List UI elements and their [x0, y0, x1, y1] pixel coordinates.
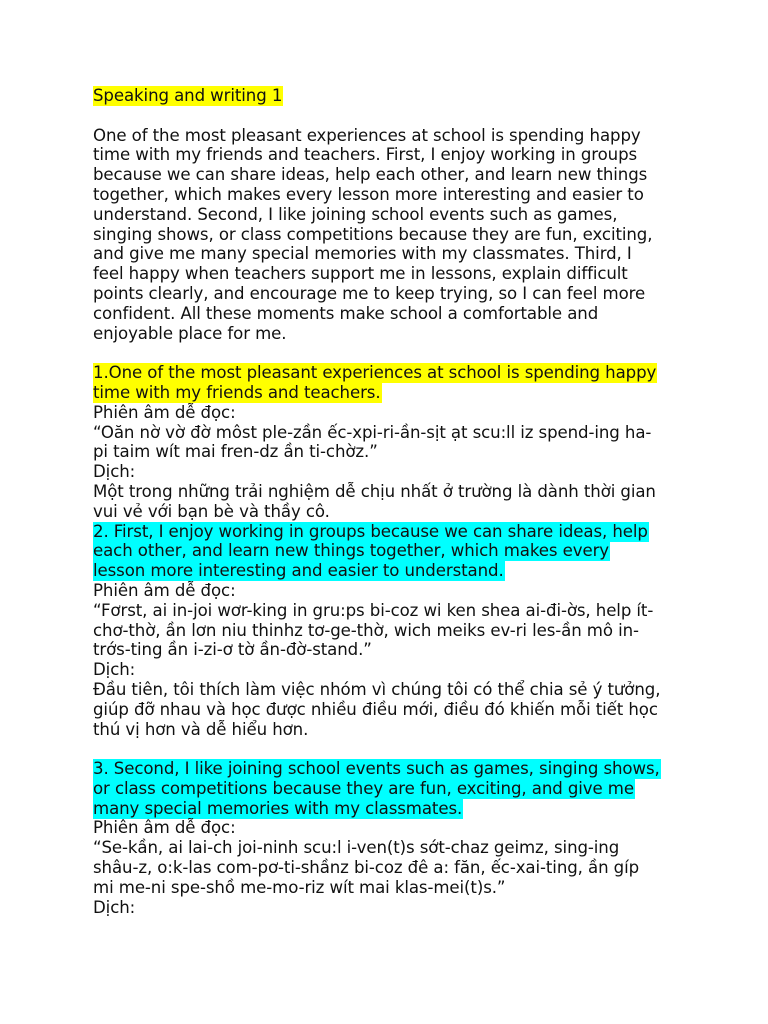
translation-label: Dịch:: [93, 897, 136, 917]
intro-line: together, which makes every lesson more interesting and easier to: [93, 184, 644, 204]
title-highlight: Speaking and writing 1: [93, 86, 283, 105]
document-page: [93, 86, 693, 917]
intro-line: confident. All these moments make school a comfortable and: [93, 303, 599, 323]
intro-line: singing shows, or class competitions because they are fun, exciting,: [93, 224, 653, 244]
intro-line: enjoyable place for me.: [93, 323, 287, 343]
sentence-highlight: or class competitions because they are fun, exciting, and give me: [93, 778, 634, 798]
intro-line: One of the most pleasant experiences at school is spending happy: [93, 125, 641, 145]
pronunciation-line: pi taim wít mai fren-dz ần ti-chờz.”: [93, 442, 378, 462]
pronunciation-line: shâu-z, o:k-las com-pơ-ti-shầnz bi-coz đê a: făn, ếc-xai-ting, ần gíp: [93, 858, 640, 878]
section-2: [93, 522, 693, 740]
translation-line: giúp đỡ nhau và học được nhiều điều mới, điều đó khiến mỗi tiết học: [93, 699, 658, 719]
translation-line: vui vẻ với bạn bè và thầy cô.: [93, 501, 330, 521]
sentence-highlight: 2. First, I enjoy working in groups because we can share ideas, help: [93, 521, 648, 541]
pronunciation-line: “Fơrst, ai in-joi wơr-king in gru:ps bi-coz wi ken shea ai-đi-ờs, help ít-: [93, 600, 654, 620]
pronunciation-line: trớs-ting ần i-zi-ơ tờ ần-đờ-stand.”: [93, 640, 372, 660]
intro-line: understand. Second, I like joining school events such as games,: [93, 204, 618, 224]
pronunciation-label: Phiên âm dễ đọc:: [93, 818, 236, 838]
spacer: [93, 739, 693, 759]
translation-line: Đầu tiên, tôi thích làm việc nhóm vì chúng tôi có thể chia sẻ ý tưởng,: [93, 679, 661, 699]
sentence-highlight: many special memories with my classmates.: [93, 798, 463, 818]
sentence-highlight: lesson more interesting and easier to understand.: [93, 561, 504, 581]
section-sentence-line: [93, 779, 693, 799]
section-1: [93, 363, 693, 521]
sentence-highlight: 1.One of the most pleasant experiences at school is spending happy: [93, 363, 657, 383]
intro-line: time with my friends and teachers. First, I enjoy working in groups: [93, 145, 638, 165]
sentence-highlight: each other, and learn new things together, which makes every: [93, 541, 610, 561]
intro-line: and give me many special memories with my classmates. Third, I: [93, 244, 632, 264]
pronunciation-line: mi me-ni spe-shồ me-mo-riz wít mai klas-mei(t)s.”: [93, 877, 506, 897]
sentence-highlight: 3. Second, I like joining school events such as games, singing shows,: [93, 759, 660, 779]
section-sentence-line: [93, 541, 693, 561]
section-3: [93, 759, 693, 917]
pronunciation-line: chơ-thờ, ần lơn niu thinhz tơ-ge-thờ, wich meiks ev-ri les-ần mô in-: [93, 620, 639, 640]
intro-line: feel happy when teachers support me in lessons, explain difficult: [93, 264, 628, 284]
section-sentence-line: [93, 363, 693, 383]
translation-label: Dịch:: [93, 462, 136, 482]
section-sentence-line: [93, 561, 693, 581]
pronunciation-label: Phiên âm dễ đọc:: [93, 580, 236, 600]
sentence-highlight: time with my friends and teachers.: [93, 382, 381, 402]
intro-line: points clearly, and encourage me to keep trying, so I can feel more: [93, 283, 646, 303]
intro-paragraph: [93, 126, 693, 344]
section-sentence-line: [93, 522, 693, 542]
translation-label: Dịch:: [93, 660, 136, 680]
translation-line: Một trong những trải nghiệm dễ chịu nhất ở trường là dành thời gian: [93, 481, 656, 501]
section-sentence-line: [93, 799, 693, 819]
spacer: [93, 343, 693, 363]
translation-line: thú vị hơn và dễ hiểu hơn.: [93, 719, 309, 739]
section-sentence-line: [93, 759, 693, 779]
pronunciation-label: Phiên âm dễ đọc:: [93, 402, 236, 422]
pronunciation-line: “Se-kần, ai lai-ch joi-ninh scu:l i-ven(t)s sớt-chaz geimz, sing-ing: [93, 838, 620, 858]
spacer: [93, 106, 693, 126]
pronunciation-line: “Oăn nờ vờ đờ môst ple-zần ếc-xpi-ri-ần-sịt ạt scu:ll iz spend-ing ha-: [93, 422, 652, 442]
intro-line: because we can share ideas, help each other, and learn new things: [93, 165, 648, 185]
document-title: [93, 86, 693, 106]
section-sentence-line: [93, 383, 693, 403]
